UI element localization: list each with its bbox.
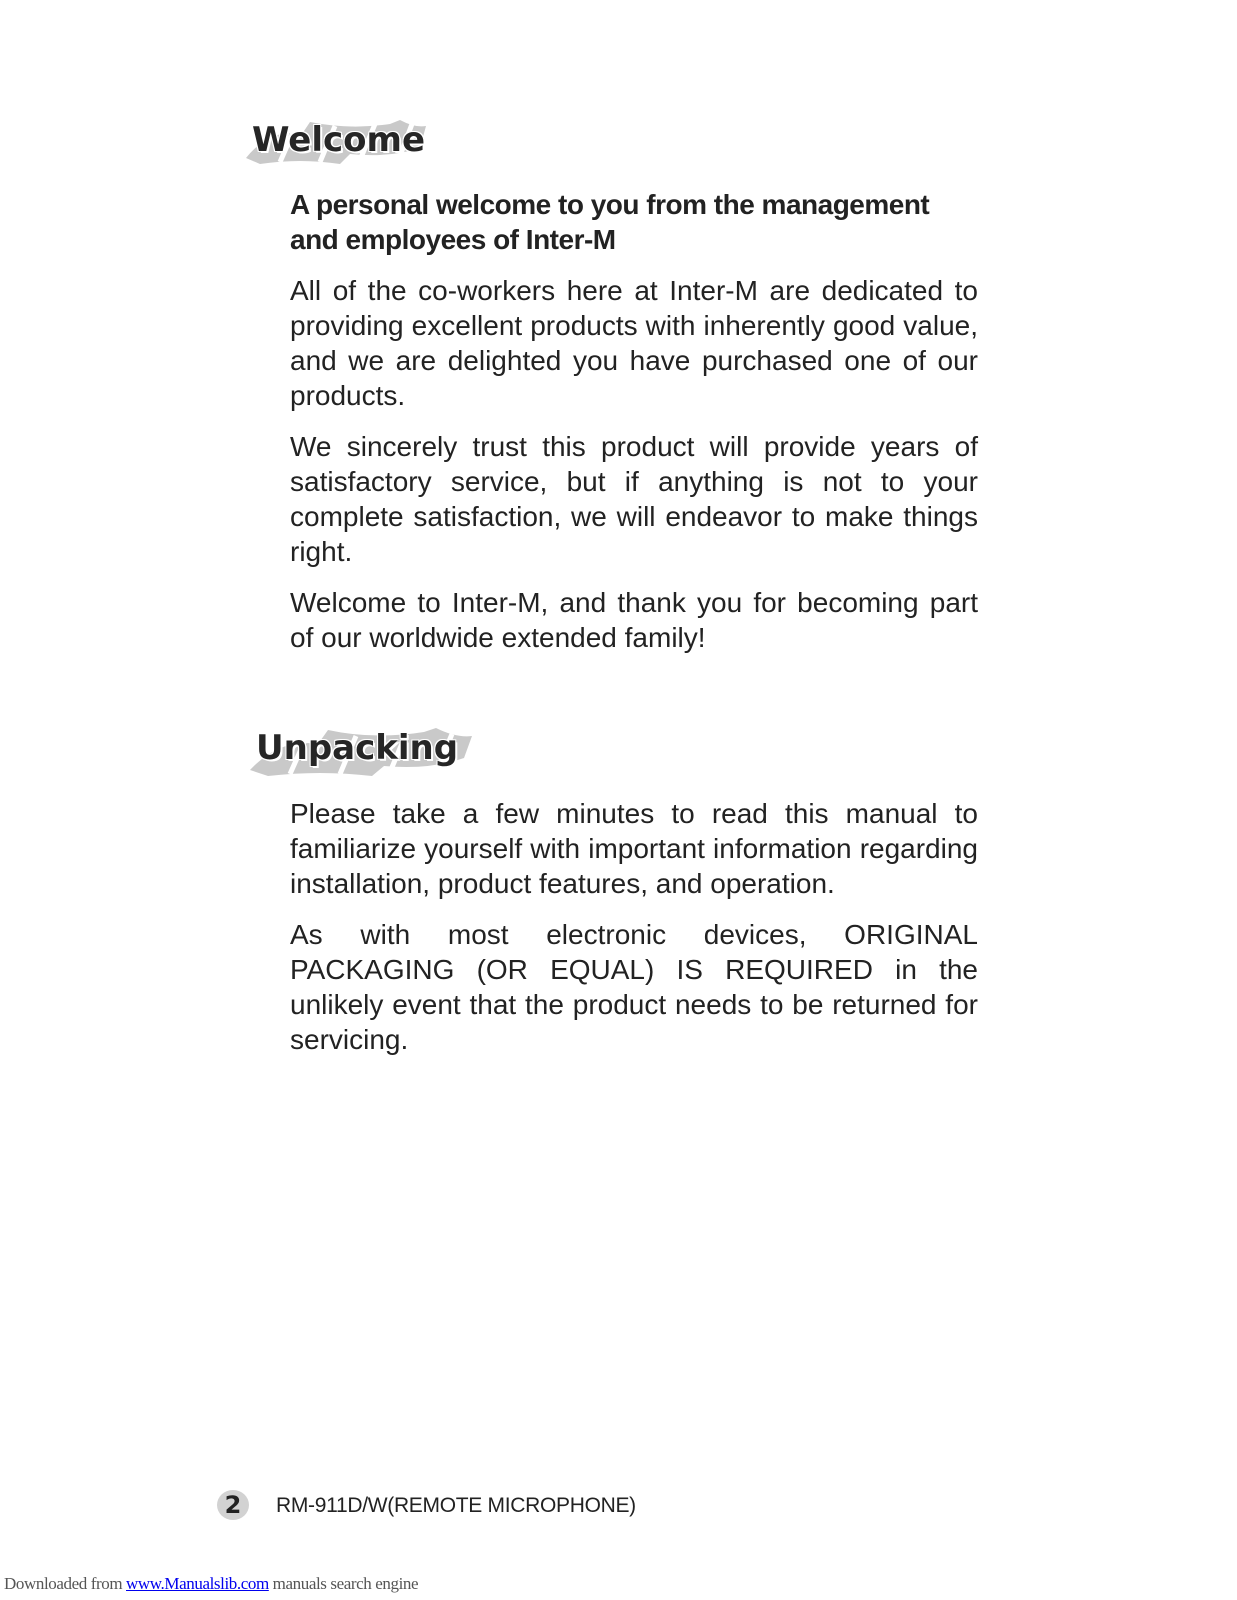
download-prefix: Downloaded from <box>4 1574 127 1593</box>
model-name: RM-911D/W(REMOTE MICROPHONE) <box>276 1494 636 1517</box>
download-suffix: manuals search engine <box>268 1574 419 1593</box>
welcome-heading <box>240 118 430 166</box>
welcome-paragraph: We sincerely trust this product will provide years of satisfactory service, but if anything is not to your complete satisfaction, we will endeavor to make things right. <box>290 431 978 567</box>
welcome-lead: A personal welcome to you from the management and employees of Inter-M <box>290 189 930 255</box>
manualslib-link[interactable]: www.Manualslib.com <box>126 1574 269 1593</box>
welcome-heading-text: Welcome <box>252 120 426 160</box>
unpacking-paragraph: Please take a few minutes to read this manual to familiarize yourself with important information regarding installation, product features, and operation. <box>290 798 978 899</box>
welcome-paragraph: Welcome to Inter-M, and thank you for becoming part of our worldwide extended family! <box>290 587 978 653</box>
page-number <box>216 1488 250 1522</box>
unpacking-paragraph: As with most electronic devices, ORIGINAL PACKAGING (OR EQUAL) IS REQUIRED in the unlikely event that the product needs to be returned for servicing. <box>290 919 978 1055</box>
download-attribution <box>4 1574 418 1594</box>
page-number-text: 2 <box>224 1491 242 1519</box>
unpacking-heading <box>244 726 476 778</box>
welcome-paragraph: All of the co-workers here at Inter-M are dedicated to providing excellent products with inherently good value, and we are delighted you have purchased one of our products. <box>290 275 978 411</box>
welcome-section <box>290 187 978 655</box>
unpacking-section <box>290 796 978 1057</box>
unpacking-heading-text: Unpacking <box>256 728 459 768</box>
